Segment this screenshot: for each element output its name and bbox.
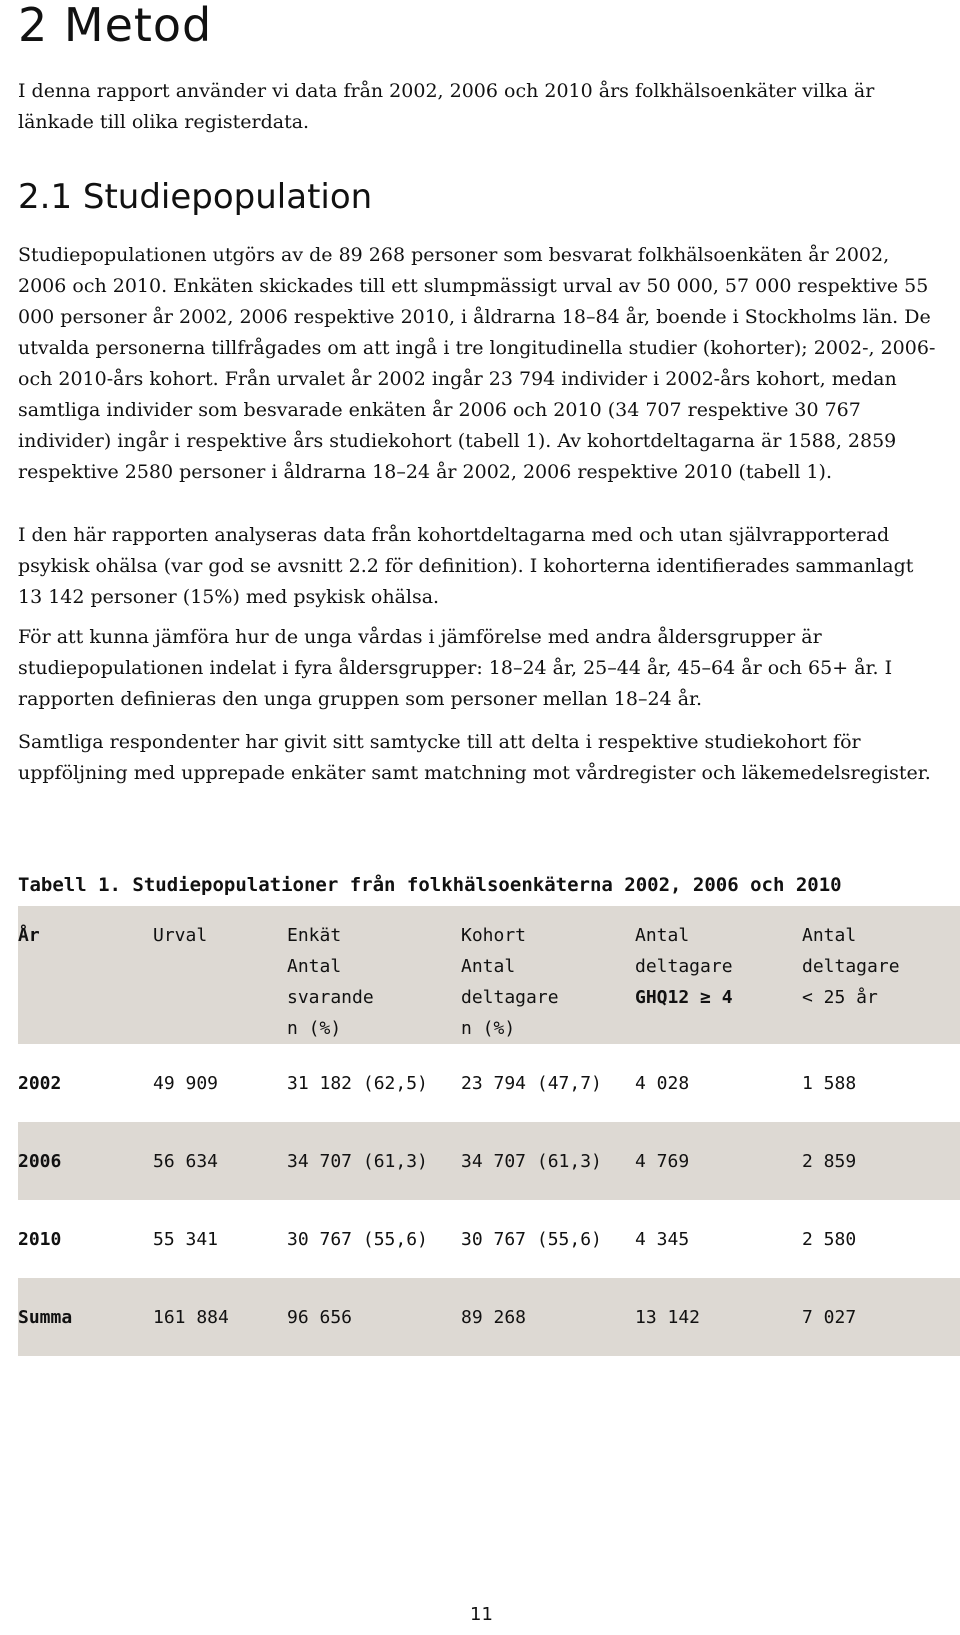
study-population-table bbox=[18, 906, 960, 1356]
header-line: År bbox=[18, 925, 40, 946]
table-cell: 31 182 (62,5) bbox=[287, 1072, 428, 1094]
table-cell-year: Summa bbox=[18, 1306, 73, 1328]
header-line: deltagare bbox=[461, 987, 559, 1008]
header-line: Urval bbox=[153, 925, 208, 946]
body-paragraph-4: Samtliga respondenter har givit sitt samtycke till att delta i respektive studiekohort för uppföljning med upprepade enkäter samt matchning mot vårdregister och läkemedelsregister. bbox=[18, 731, 931, 784]
header-line: Antal bbox=[802, 925, 857, 946]
header-line: GHQ12 ≥ 4 bbox=[635, 987, 733, 1008]
table-cell: 49 909 bbox=[153, 1072, 219, 1094]
table-cell-year: 2006 bbox=[18, 1150, 62, 1172]
intro-paragraph: I denna rapport använder vi data från 2002, 2006 och 2010 års folkhälsoenkäter vilka är länkade till olika registerdata. bbox=[18, 80, 875, 133]
header-line: svarande bbox=[287, 987, 374, 1008]
table-cell: 55 341 bbox=[153, 1228, 219, 1250]
table-cell-year: 2010 bbox=[18, 1228, 62, 1250]
table-row bbox=[18, 1044, 960, 1122]
table-row bbox=[18, 1200, 960, 1278]
table-cell: 89 268 bbox=[461, 1306, 527, 1328]
table-cell: 4 345 bbox=[635, 1228, 690, 1250]
header-survey-respondents bbox=[287, 906, 461, 1044]
table-cell: 4 769 bbox=[635, 1150, 690, 1172]
header-year bbox=[18, 906, 153, 1044]
table-cell: 30 767 (55,6) bbox=[461, 1228, 602, 1250]
body-paragraph-3: För att kunna jämföra hur de unga vårdas i jämförelse med andra åldersgrupper är studiepopulationen indelat i fyra åldersgrupper: 18–24 år, 25–44 år, 45–64 år och 65+ år. I rapporten definieras den unga gruppen som personer mellan 18–24 år. bbox=[18, 626, 893, 710]
table-cell: 96 656 bbox=[287, 1306, 353, 1328]
page-number: 11 bbox=[470, 1604, 493, 1625]
table-cell-year: 2002 bbox=[18, 1072, 62, 1094]
header-line: deltagare bbox=[802, 956, 900, 977]
table-row bbox=[18, 1122, 960, 1200]
table-caption: Tabell 1. Studiepopulationer från folkhälsoenkäterna 2002, 2006 och 2010 bbox=[18, 874, 842, 896]
table-cell: 2 859 bbox=[802, 1150, 857, 1172]
header-line: Enkät bbox=[287, 925, 342, 946]
table-cell: 13 142 bbox=[635, 1306, 701, 1328]
table-cell: 34 707 (61,3) bbox=[287, 1150, 428, 1172]
table-cell: 161 884 bbox=[153, 1306, 229, 1328]
header-line: deltagare bbox=[635, 956, 733, 977]
header-sample bbox=[153, 906, 287, 1044]
table-cell: 7 027 bbox=[802, 1306, 857, 1328]
header-line: Antal bbox=[635, 925, 690, 946]
subsection-heading: 2.1 Studiepopulation bbox=[18, 177, 373, 217]
table-cell: 56 634 bbox=[153, 1150, 219, 1172]
table-cell: 2 580 bbox=[802, 1228, 857, 1250]
header-line: Kohort bbox=[461, 925, 527, 946]
table-cell: 34 707 (61,3) bbox=[461, 1150, 602, 1172]
table-cell: 4 028 bbox=[635, 1072, 690, 1094]
section-heading: 2 Metod bbox=[18, 0, 213, 52]
header-line: n (%) bbox=[287, 1018, 342, 1039]
table-row-total bbox=[18, 1278, 960, 1356]
header-line: < 25 år bbox=[802, 987, 878, 1008]
header-line: Antal bbox=[461, 956, 516, 977]
body-paragraph-1: Studiepopulationen utgörs av de 89 268 personer som besvarat folkhälsoenkäten år 2002, 2006 och 2010. Enkäten skickades till ett slumpmässigt urval av 50 000, 57 000 respektive 55 000 personer år 2002, 2006 respektive 2010, i åldrarna 18–84 år, boende i Stockholms län. De utvalda personerna tillfrågades om att ingå i tre longitudinella studier (kohorter); 2002-, 2006- och 2010-års kohort. Från urvalet år 2002 ingår 23 794 individer i 2002-års kohort, medan samtliga individer som besvarade enkäten år 2006 och 2010 (34 707 respektive 30 767 individer) ingår i respektive års studiekohort (tabell 1). Av kohortdeltagarna är 1588, 2859 respektive 2580 personer i åldrarna 18–24 år 2002, 2006 respektive 2010 (tabell 1). bbox=[18, 244, 936, 483]
header-line: n (%) bbox=[461, 1018, 516, 1039]
header-ghq12-participants bbox=[635, 906, 802, 1044]
header-under-25-participants bbox=[802, 906, 960, 1044]
table-header-row bbox=[18, 906, 960, 1044]
table-cell: 30 767 (55,6) bbox=[287, 1228, 428, 1250]
table-cell: 23 794 (47,7) bbox=[461, 1072, 602, 1094]
body-paragraph-2: I den här rapporten analyseras data från kohortdeltagarna med och utan självrapporterad psykisk ohälsa (var god se avsnitt 2.2 för definition). I kohorterna identifierades sammanlagt 13 142 personer (15%) med psykisk ohälsa. bbox=[18, 524, 914, 608]
table-cell: 1 588 bbox=[802, 1072, 857, 1094]
header-line: Antal bbox=[287, 956, 342, 977]
header-cohort-participants bbox=[461, 906, 635, 1044]
